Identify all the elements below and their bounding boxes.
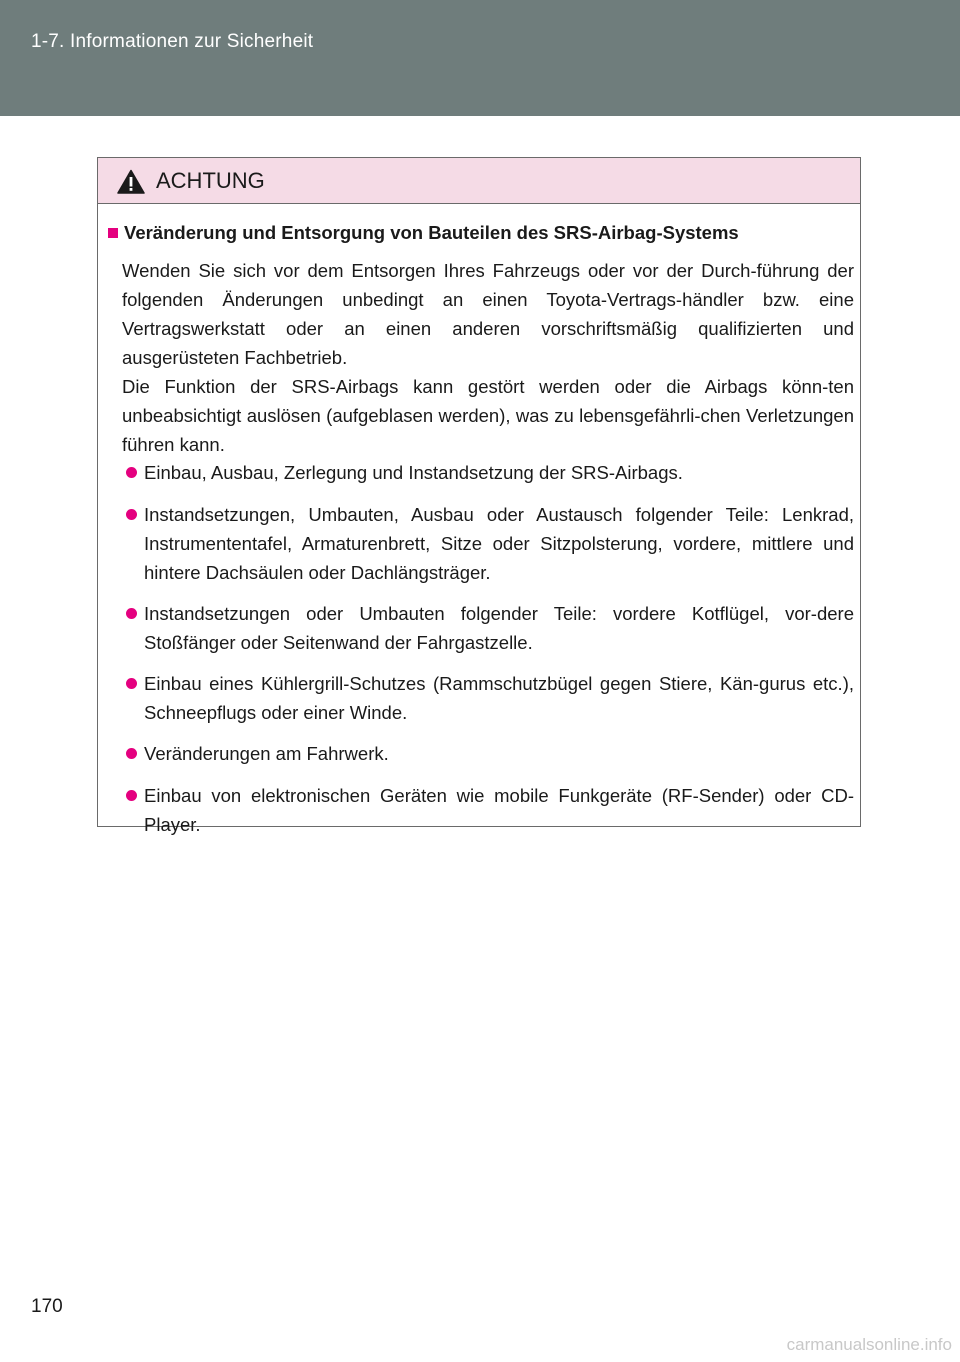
chapter-title: 1-7. Informationen zur Sicherheit <box>31 31 314 52</box>
paragraph-intro: Wenden Sie sich vor dem Entsorgen Ihres Fahrzeugs oder vor der Durch-führung der folgenden Änderungen unbedingt an einen Toyota-Vertrags-händler bzw. eine Vertragswerkstatt oder an einen anderen vorschriftsmäßig qualifizierten und ausgerüsteten Fachbetrieb. <box>122 260 854 368</box>
bullet-dot-icon <box>126 608 137 619</box>
warning-box <box>97 157 861 835</box>
list-item <box>126 458 854 487</box>
list-item-text: Instandsetzungen, Umbauten, Ausbau oder Austausch folgender Teile: Lenkrad, Instrumententafel, Armaturenbrett, Sitze oder Sitzpolsterung, vordere, mittlere und hintere Dachsäulen oder Dachlängsträger. <box>144 504 854 583</box>
list-item-text: Einbau von elektronischen Geräten wie mobile Funkgeräte (RF-Sender) oder CD-Player. <box>144 785 854 835</box>
watermark: carmanualsonline.info <box>786 1335 952 1354</box>
warning-triangle-icon <box>117 169 145 194</box>
warning-label: ACHTUNG <box>156 168 265 193</box>
warning-header <box>98 158 860 204</box>
paragraph-consequence: Die Funktion der SRS-Airbags kann gestört werden oder die Airbags könn-ten unbeabsichtigt auslösen (aufgeblasen werden), was zu lebensgefährli-chen Verletzungen führen kann. <box>122 376 854 455</box>
list-item-text: Einbau, Ausbau, Zerlegung und Instandsetzung der SRS-Airbags. <box>144 462 683 483</box>
list-item <box>126 739 854 768</box>
page-number: 170 <box>31 1296 63 1317</box>
list-item <box>126 500 854 587</box>
bullet-dot-icon <box>126 678 137 689</box>
bullet-dot-icon <box>126 509 137 520</box>
square-bullet-icon <box>108 228 118 238</box>
bullet-dot-icon <box>126 790 137 801</box>
section-heading <box>108 222 739 244</box>
list-item-text: Instandsetzungen oder Umbauten folgender Teile: vordere Kotflügel, vor-dere Stoßfänger oder Seitenwand der Fahrgastzelle. <box>144 603 854 653</box>
bullet-dot-icon <box>126 748 137 759</box>
list-item-text: Veränderungen am Fahrwerk. <box>144 743 389 764</box>
bullet-dot-icon <box>126 467 137 478</box>
list-item-text: Einbau eines Kühlergrill-Schutzes (Rammschutzbügel gegen Stiere, Kän-gurus etc.), Schneepflugs oder einer Winde. <box>144 673 854 723</box>
list-item <box>126 669 854 727</box>
list-item <box>126 599 854 657</box>
section-heading-text: Veränderung und Entsorgung von Bauteilen des SRS-Airbag-Systems <box>124 222 739 243</box>
list-item <box>126 781 854 839</box>
chapter-header-band <box>0 0 960 116</box>
